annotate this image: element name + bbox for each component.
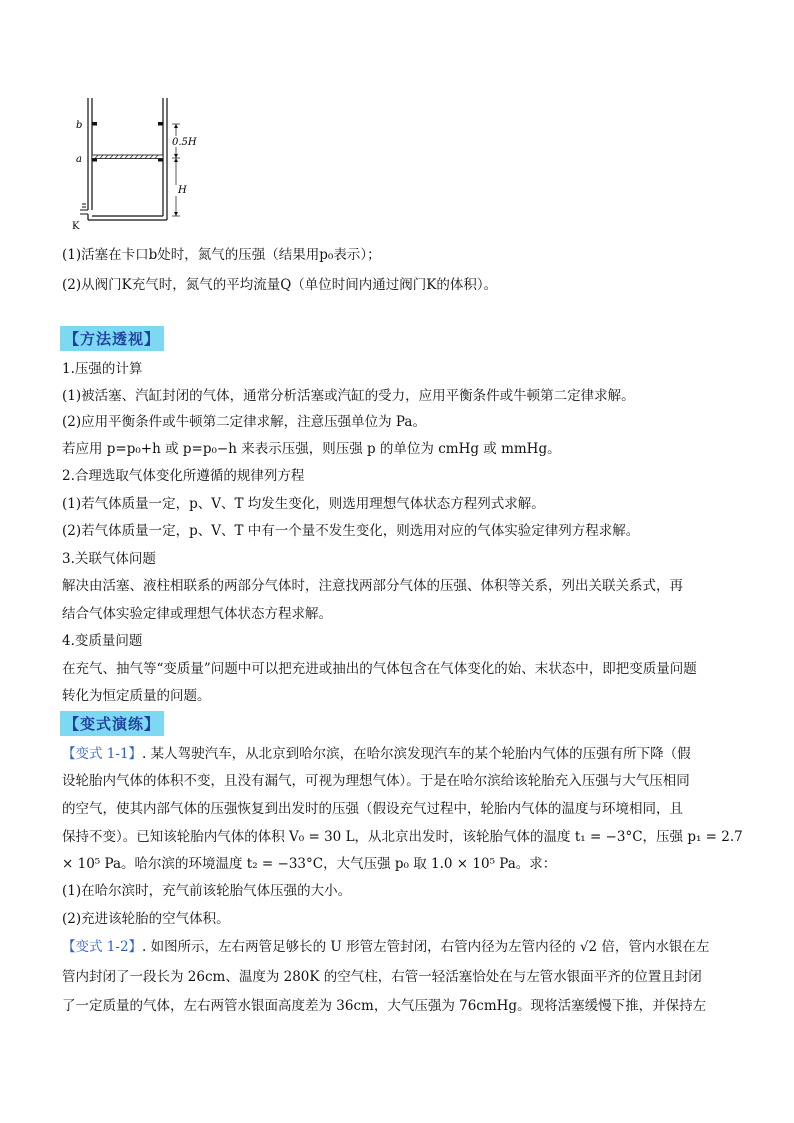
variant-1-2-line: 管内封闭了一段长为 26cm、温度为 280K 的空气柱，右管一轻活塞恰处在与左管水银面平齐的位置且封闭 — [62, 969, 702, 985]
label-k: K — [72, 221, 80, 232]
variant-1-2-tag: 【变式 1-2】 — [62, 939, 143, 955]
method-line: 3.关联气体问题 — [62, 551, 156, 567]
variant-1-1-line — [62, 744, 691, 764]
variant-1-1-line: 设轮胎内气体的体积不变，且没有漏气，可视为理想气体）。于是在哈尔滨给该轮胎充入压强与大气压相同 — [62, 773, 690, 789]
method-line: 在充气、抽气等“变质量”问题中可以把充进或抽出的气体包含在气体变化的始、末状态中，即把变质量问题 — [62, 661, 697, 677]
variant-1-1-line: (2)充进该轮胎的空气体积。 — [62, 911, 230, 927]
method-line: (1)若气体质量一定，p、V、T 均发生变化，则选用理想气体状态方程列式求解。 — [62, 496, 545, 512]
stop-b-left — [92, 122, 97, 126]
variant-1-2-line: 了一定质量的气体，左右两管水银面高度差为 36cm，大气压强为 76cmHg。现将活塞缓慢下推，并保持左 — [62, 998, 707, 1014]
cylinder-diagram — [62, 92, 212, 240]
method-line: 2.合理选取气体变化所遵循的规律列方程 — [62, 468, 305, 484]
variant-1-1-line: 保持不变）。已知该轮胎内气体的体积 V₀ = 30 L，从北京出发时，该轮胎气体的温度 t₁ = −3°C，压强 p₁ = 2.7 — [62, 829, 743, 845]
label-half-h: 0.5H — [172, 137, 197, 148]
method-line: 转化为恒定质量的问题。 — [62, 688, 211, 704]
variant-1-1-line: 的空气，使其内部气体的压强恢复到出发时的压强（假设充气过程中，轮胎内气体的温度与环境相同，且 — [62, 801, 683, 817]
variant-1-1-tag: 【变式 1-1】 — [62, 746, 143, 762]
variant-1-1-line: (1)在哈尔滨时，充气前该轮胎气体压强的大小。 — [62, 883, 352, 899]
variant-1-2-text: . 如图所示，左右两管足够长的 U 形管左管封闭，右管内径为左管内径的 √2 倍，管内水银在左 — [142, 939, 710, 955]
question-1: (1)活塞在卡口b处时，氮气的压强（结果用p₀表示）； — [62, 247, 381, 263]
variant-1-1-text: . 某人驾驶汽车，从北京到哈尔滨，在哈尔滨发现汽车的某个轮胎内气体的压强有所下降（假 — [142, 746, 691, 762]
method-line: 若应用 p=p₀+h 或 p=p₀−h 来表示压强，则压强 p 的单位为 cmHg 或 mmHg。 — [62, 441, 561, 457]
method-line: 解决由活塞、液柱相联系的两部分气体时，注意找两部分气体的压强、体积等关系，列出关联关系式，再 — [62, 578, 683, 594]
label-h: H — [178, 185, 187, 196]
practice-heading: 【变式演练】 — [60, 711, 164, 736]
stop-b-right — [158, 122, 163, 126]
method-line: 4.变质量问题 — [62, 633, 143, 649]
label-b: b — [76, 120, 83, 131]
method-line: 1.压强的计算 — [62, 361, 143, 377]
method-line: (2)应用平衡条件或牛顿第二定律求解，注意压强单位为 Pa。 — [62, 414, 426, 430]
question-2: (2)从阀门K充气时，氮气的平均流量Q（单位时间内通过阀门K的体积）。 — [62, 277, 498, 293]
variant-1-2-line — [62, 937, 709, 957]
label-a: a — [76, 154, 82, 165]
variant-1-1-line: × 10⁵ Pa。哈尔滨的环境温度 t₂ = −33°C，大气压强 p₀ 取 1.0 × 10⁵ Pa。求： — [62, 856, 557, 872]
method-line: (1)被活塞、汽缸封闭的气体，通常分析活塞或汽缸的受力，应用平衡条件或牛顿第二定律求解。 — [62, 388, 635, 404]
method-line: 结合气体实验定律或理想气体状态方程求解。 — [62, 606, 332, 622]
method-heading: 【方法透视】 — [60, 326, 164, 351]
method-line: (2)若气体质量一定，p、V、T 中有一个量不发生变化，则选用对应的气体实验定律列方程求解。 — [62, 523, 640, 539]
